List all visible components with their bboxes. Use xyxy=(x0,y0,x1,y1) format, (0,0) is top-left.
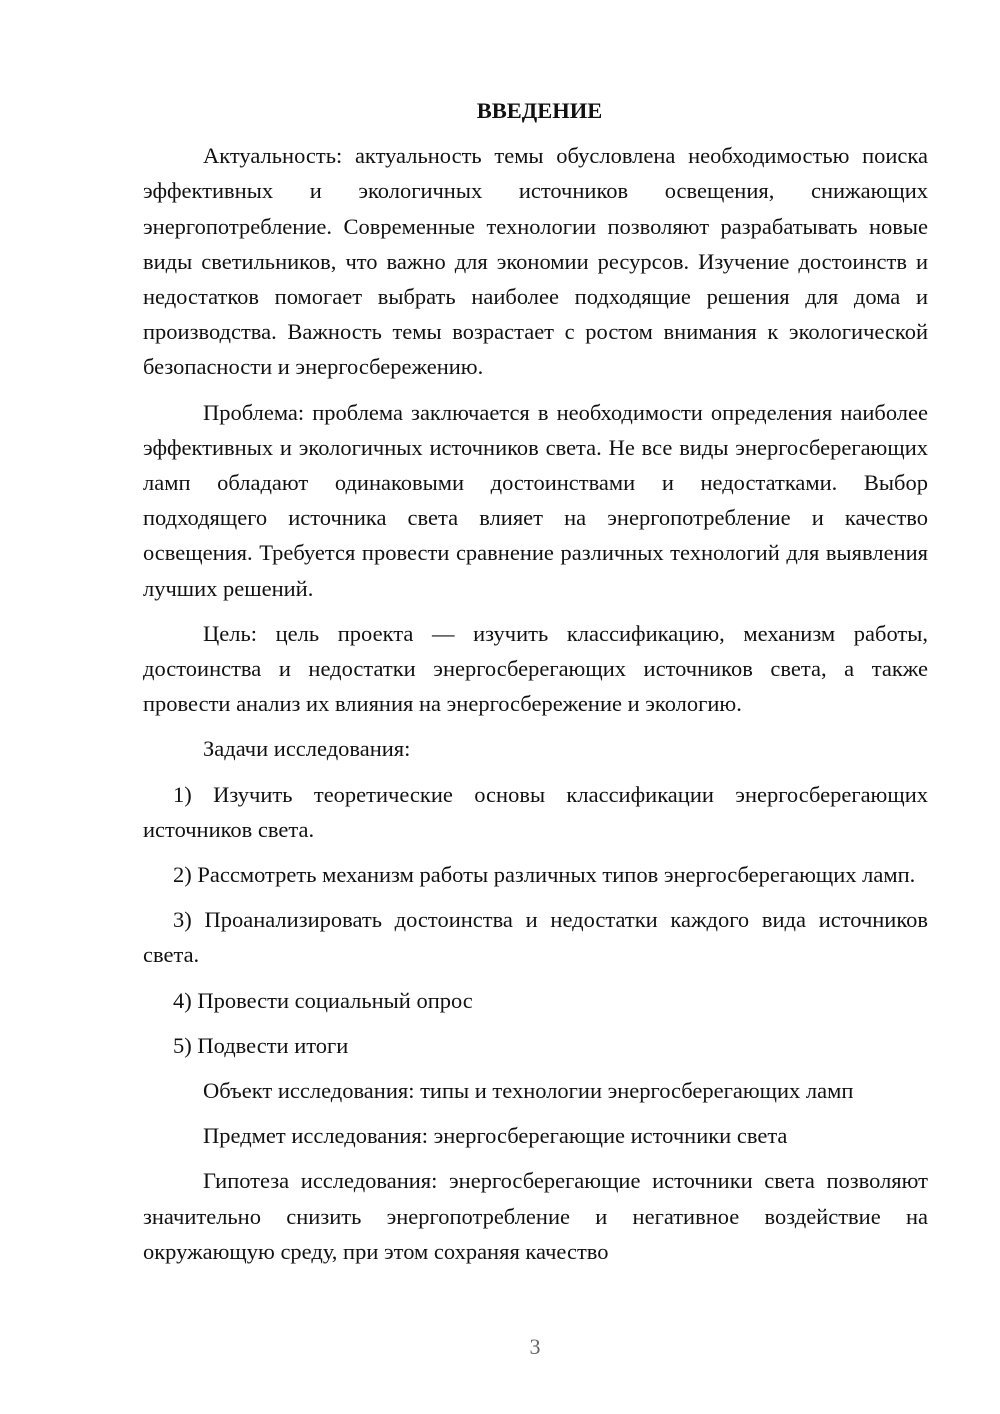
paragraph-problem: Проблема: проблема заключается в необходимости определения наиболее эффективных и экологичных источников света. Не все виды энергосберегающих ламп обладают одинаковыми достоинствами и недостатками. Выбор подходящего источника света влияет на энергопотребление и качество освещения. Требуется провести сравнение различных технологий для выявления лучших решений. xyxy=(143,399,928,601)
task-item-5: 5) Подвести итоги xyxy=(173,1032,349,1058)
section-title: ВВЕДЕНИЕ xyxy=(476,98,603,123)
tasks-heading: Задачи исследования: xyxy=(203,736,411,762)
paragraph-goal: Цель: цель проекта — изучить классификацию, механизм работы, достоинства и недостатки энергосберегающих источников света, а также провести анализ их влияния на энергосбережение и экологию. xyxy=(143,620,928,717)
paragraph-subject: Предмет исследования: энергосберегающие источники света xyxy=(203,1123,788,1149)
task-item-2: 2) Рассмотреть механизм работы различных типов энергосберегающих ламп. xyxy=(173,862,916,888)
task-item-4: 4) Провести социальный опрос xyxy=(173,987,473,1013)
page-content xyxy=(143,93,928,1279)
task-item-1: 1) Изучить теоретические основы классификации энергосберегающих источников света. xyxy=(143,781,928,842)
paragraph-hypothesis: Гипотеза исследования: энергосберегающие источники света позволяют значительно снизить энергопотребление и негативное воздействие на окружающую среду, при этом сохраняя качество xyxy=(143,1168,928,1264)
paragraph-object: Объект исследования: типы и технологии энергосберегающих ламп xyxy=(203,1078,854,1104)
paragraph-relevance: Актуальность: актуальность темы обусловлена необходимостью поиска эффективных и экологичных источников освещения, снижающих энергопотребление. Современные технологии позволяют разрабатывать новые виды светильников, что важно для экономии ресурсов. Изучение достоинств и недостатков помогает выбрать наиболее подходящие решения для дома и производства. Важность темы возрастает с ростом внимания к экологической безопасности и энергосбережению. xyxy=(143,143,928,380)
task-item-3: 3) Проанализировать достоинства и недостатки каждого вида источников света. xyxy=(143,907,928,968)
page-number: 3 xyxy=(529,1334,541,1359)
